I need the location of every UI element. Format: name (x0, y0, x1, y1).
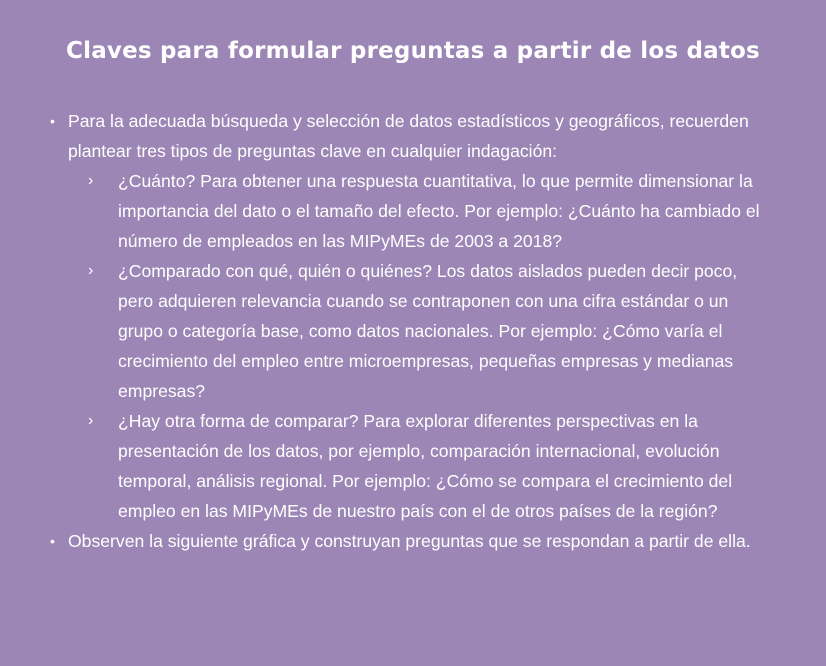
chevron-right-icon: › (88, 412, 94, 429)
bullet-text: Observen la siguiente gráfica y construyan preguntas que se respondan a partir de ella. (68, 531, 751, 551)
sub-item-text: ¿Hay otra forma de comparar? Para explorar diferentes perspectivas en la presentación de los datos, por ejemplo, comparación internacional, evolución temporal, análisis regional. Por ejemplo: ¿Cómo se compara el crecimiento del empleo en las MIPyMEs de nuestro país con el de otros países de la región? (118, 411, 733, 521)
sub-list (68, 166, 768, 526)
bullet-item (48, 106, 768, 526)
bullet-item (48, 526, 768, 556)
sub-item-text: ¿Comparado con qué, quién o quiénes? Los datos aislados pueden decir poco, pero adquieren relevancia cuando se contraponen con una cifra estándar o un grupo o categoría base, como datos nacionales. Por ejemplo: ¿Cómo varía el crecimiento del empleo entre microempresas, pequeñas empresas y medianas empresas? (118, 261, 738, 401)
sub-item-comparado (68, 256, 768, 406)
bullet-dot-icon: • (50, 113, 55, 129)
chevron-right-icon: › (88, 172, 94, 189)
sub-item-text: ¿Cuánto? Para obtener una respuesta cuantitativa, lo que permite dimensionar la importancia del dato o el tamaño del efecto. Por ejemplo: ¿Cuánto ha cambiado el número de empleados en las MIPyMEs de 2003 a 2018? (118, 171, 760, 251)
content-body (48, 106, 768, 556)
sub-item-cuanto (68, 166, 768, 256)
chevron-right-icon: › (88, 262, 94, 279)
bullet-dot-icon: • (50, 533, 55, 549)
bullet-text: Para la adecuada búsqueda y selección de datos estadísticos y geográficos, recuerden plantear tres tipos de preguntas clave en cualquier indagación: (68, 111, 749, 161)
bullet-list (48, 106, 768, 556)
sub-item-otra-forma (68, 406, 768, 526)
page-title: Claves para formular preguntas a partir de los datos (66, 38, 760, 64)
